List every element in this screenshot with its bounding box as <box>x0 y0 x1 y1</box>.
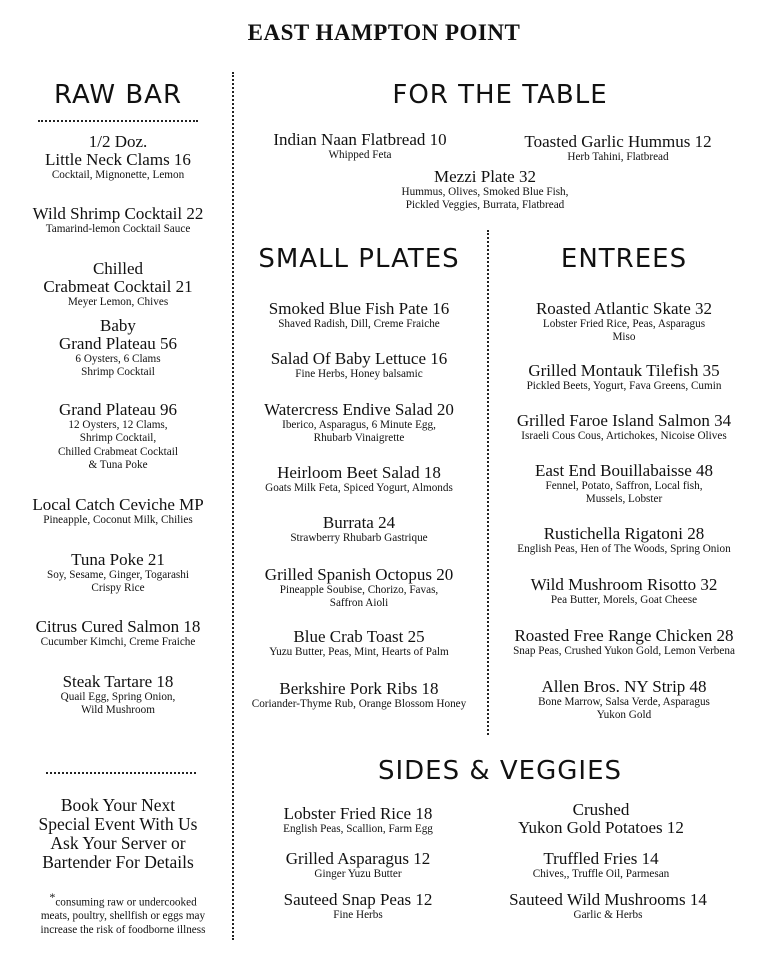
warning-text: consuming raw or undercooked meats, poultry, shellfish or eggs may increase the risk of foodborne illness <box>40 896 206 936</box>
menu-item <box>498 525 750 556</box>
book-divider <box>46 772 196 774</box>
item-desc: Tamarind-lemon Cocktail Sauce <box>45 222 191 235</box>
item-name: Roasted Free Range Chicken 28 <box>514 626 734 645</box>
health-warning <box>20 890 226 937</box>
menu-item <box>498 576 750 607</box>
item-desc: Snap Peas, Crushed Yukon Gold, Lemon Verbena <box>513 644 735 657</box>
menu-item <box>498 362 750 393</box>
menu-item <box>234 566 484 611</box>
item-desc: Herb Tahini, Flatbread <box>567 150 669 163</box>
item-name: Burrata 24 <box>322 513 396 532</box>
book-event-note: Book Your Next Special Event With Us Ask Your Server or Bartender For Details <box>38 795 198 872</box>
menu-item <box>498 412 750 443</box>
item-desc: Pickled Beets, Yogurt, Fava Greens, Cumin <box>526 379 722 392</box>
item-desc: Meyer Lemon, Chives <box>67 295 169 308</box>
item-desc: Strawberry Rhubarb Gastrique <box>290 531 428 544</box>
item-desc: Iberico, Asparagus, 6 Minute Egg, Rhubarb Vinaigrette <box>282 418 436 445</box>
item-desc: Pea Butter, Morels, Goat Cheese <box>550 593 698 606</box>
item-desc: Fennel, Potato, Saffron, Local fish, Mussels, Lobster <box>545 479 703 506</box>
menu-item <box>488 801 714 837</box>
item-desc: Cucumber Kimchi, Creme Fraiche <box>40 635 196 648</box>
menu-item <box>234 401 484 446</box>
item-name: Berkshire Pork Ribs 18 <box>279 679 439 698</box>
menu-item <box>234 350 484 381</box>
item-name: Sauteed Snap Peas 12 <box>283 890 433 909</box>
item-name: Grilled Faroe Island Salmon 34 <box>516 411 732 430</box>
item-desc: Cocktail, Mignonette, Lemon <box>51 168 185 181</box>
item-name: Steak Tartare 18 <box>62 672 174 691</box>
center-column-divider <box>487 230 489 735</box>
item-desc: Fine Herbs, Honey balsamic <box>295 367 423 380</box>
item-desc: English Peas, Hen of The Woods, Spring Onion <box>517 542 731 555</box>
item-desc: Fine Herbs <box>333 908 383 921</box>
restaurant-title: EAST HAMPTON POINT <box>247 20 521 45</box>
item-desc: Shaved Radish, Dill, Creme Fraiche <box>278 317 440 330</box>
item-desc: Israeli Cous Cous, Artichokes, Nicoise Olives <box>521 429 727 442</box>
item-name: Smoked Blue Fish Pate 16 <box>268 299 450 318</box>
item-name: Local Catch Ceviche MP <box>32 495 204 514</box>
sides-heading: SIDES & VEGGIES <box>377 756 623 786</box>
item-desc: English Peas, Scallion, Farm Egg <box>283 822 433 835</box>
menu-item <box>234 628 484 659</box>
menu-item <box>20 551 216 596</box>
menu-item <box>498 627 750 658</box>
item-name: East End Bouillabaisse 48 <box>534 461 713 480</box>
item-name: Blue Crab Toast 25 <box>293 627 425 646</box>
menu-item <box>360 168 610 213</box>
item-desc: Garlic & Herbs <box>573 908 643 921</box>
menu-item <box>20 496 216 527</box>
menu-item <box>20 673 216 718</box>
item-name: Sauteed Wild Mushrooms 14 <box>509 890 707 909</box>
item-desc: Lobster Fried Rice, Peas, Asparagus Miso <box>542 317 706 344</box>
item-desc: Pineapple, Coconut Milk, Chilies <box>43 513 193 526</box>
item-name: Salad Of Baby Lettuce 16 <box>270 349 448 368</box>
menu-item <box>498 678 750 723</box>
menu-item <box>240 891 476 922</box>
item-name: Wild Mushroom Risotto 32 <box>530 575 718 594</box>
item-desc: Pineapple Soubise, Chorizo, Favas, Saffron Aioli <box>279 583 439 610</box>
item-desc: Soy, Sesame, Ginger, Togarashi Crispy Rice <box>46 568 189 595</box>
raw-bar-divider <box>38 120 198 122</box>
item-desc: Goats Milk Feta, Spiced Yogurt, Almonds <box>265 481 453 494</box>
item-name: Chilled Crabmeat Cocktail 21 <box>43 259 193 296</box>
item-desc: Hummus, Olives, Smoked Blue Fish, Pickled Veggies, Burrata, Flatbread <box>401 185 569 212</box>
menu-item <box>488 850 714 881</box>
menu-item <box>20 618 216 649</box>
item-name: Rustichella Rigatoni 28 <box>543 524 705 543</box>
menu-item <box>20 260 216 309</box>
menu-item <box>20 317 216 380</box>
item-desc: Whipped Feta <box>328 148 392 161</box>
menu-item <box>20 401 216 473</box>
item-name: Allen Bros. NY Strip 48 <box>541 677 707 696</box>
menu-item <box>20 133 216 182</box>
item-name: Grilled Spanish Octopus 20 <box>264 565 454 584</box>
menu-item <box>498 300 750 345</box>
item-name: Citrus Cured Salmon 18 <box>35 617 201 636</box>
item-name: Crushed Yukon Gold Potatoes 12 <box>518 800 684 837</box>
menu-item <box>234 680 484 711</box>
menu-item <box>498 462 750 507</box>
item-name: Baby Grand Plateau 56 <box>58 316 178 353</box>
menu-item <box>234 514 484 545</box>
item-name: Wild Shrimp Cocktail 22 <box>32 204 204 223</box>
left-column-divider <box>232 72 234 940</box>
menu-item <box>234 464 484 495</box>
item-name: Grilled Asparagus 12 <box>285 849 431 868</box>
item-desc: Ginger Yuzu Butter <box>314 867 402 880</box>
item-name: 1/2 Doz. Little Neck Clams 16 <box>45 132 191 169</box>
item-desc: Bone Marrow, Salsa Verde, Asparagus Yukon Gold <box>538 695 710 722</box>
item-desc: 6 Oysters, 6 Clams Shrimp Cocktail <box>75 352 161 379</box>
entrees-heading: ENTREES <box>560 244 688 274</box>
menu-item <box>498 133 738 164</box>
menu-item <box>240 805 476 836</box>
item-name: Toasted Garlic Hummus 12 <box>524 132 712 151</box>
menu-item <box>240 850 476 881</box>
item-name: Grand Plateau 96 <box>58 400 178 419</box>
item-name: Tuna Poke 21 <box>71 550 165 569</box>
item-name: Mezzi Plate 32 <box>434 167 536 186</box>
small-plates-heading: SMALL PLATES <box>258 244 460 274</box>
raw-bar-heading: RAW BAR <box>53 80 183 110</box>
item-desc: Yuzu Butter, Peas, Mint, Hearts of Palm <box>269 645 449 658</box>
item-desc: Coriander-Thyme Rub, Orange Blossom Honey <box>251 697 467 710</box>
menu-item <box>488 891 728 922</box>
item-desc: Chives,, Truffle Oil, Parmesan <box>532 867 670 880</box>
menu-item <box>234 300 484 331</box>
for-the-table-heading: FOR THE TABLE <box>392 80 608 110</box>
menu-item <box>20 205 216 236</box>
item-name: Lobster Fried Rice 18 <box>283 804 433 823</box>
item-name: Heirloom Beet Salad 18 <box>277 463 441 482</box>
item-desc: Quail Egg, Spring Onion, Wild Mushroom <box>60 690 176 717</box>
menu-item <box>240 131 480 162</box>
item-name: Roasted Atlantic Skate 32 <box>535 299 713 318</box>
item-name: Watercress Endive Salad 20 <box>264 400 454 419</box>
item-desc: 12 Oysters, 12 Clams, Shrimp Cocktail, Chilled Crabmeat Cocktail & Tuna Poke <box>58 418 178 472</box>
warning-asterisk: * <box>49 890 56 904</box>
item-name: Truffled Fries 14 <box>543 849 659 868</box>
item-name: Grilled Montauk Tilefish 35 <box>528 361 720 380</box>
item-name: Indian Naan Flatbread 10 <box>273 130 447 149</box>
